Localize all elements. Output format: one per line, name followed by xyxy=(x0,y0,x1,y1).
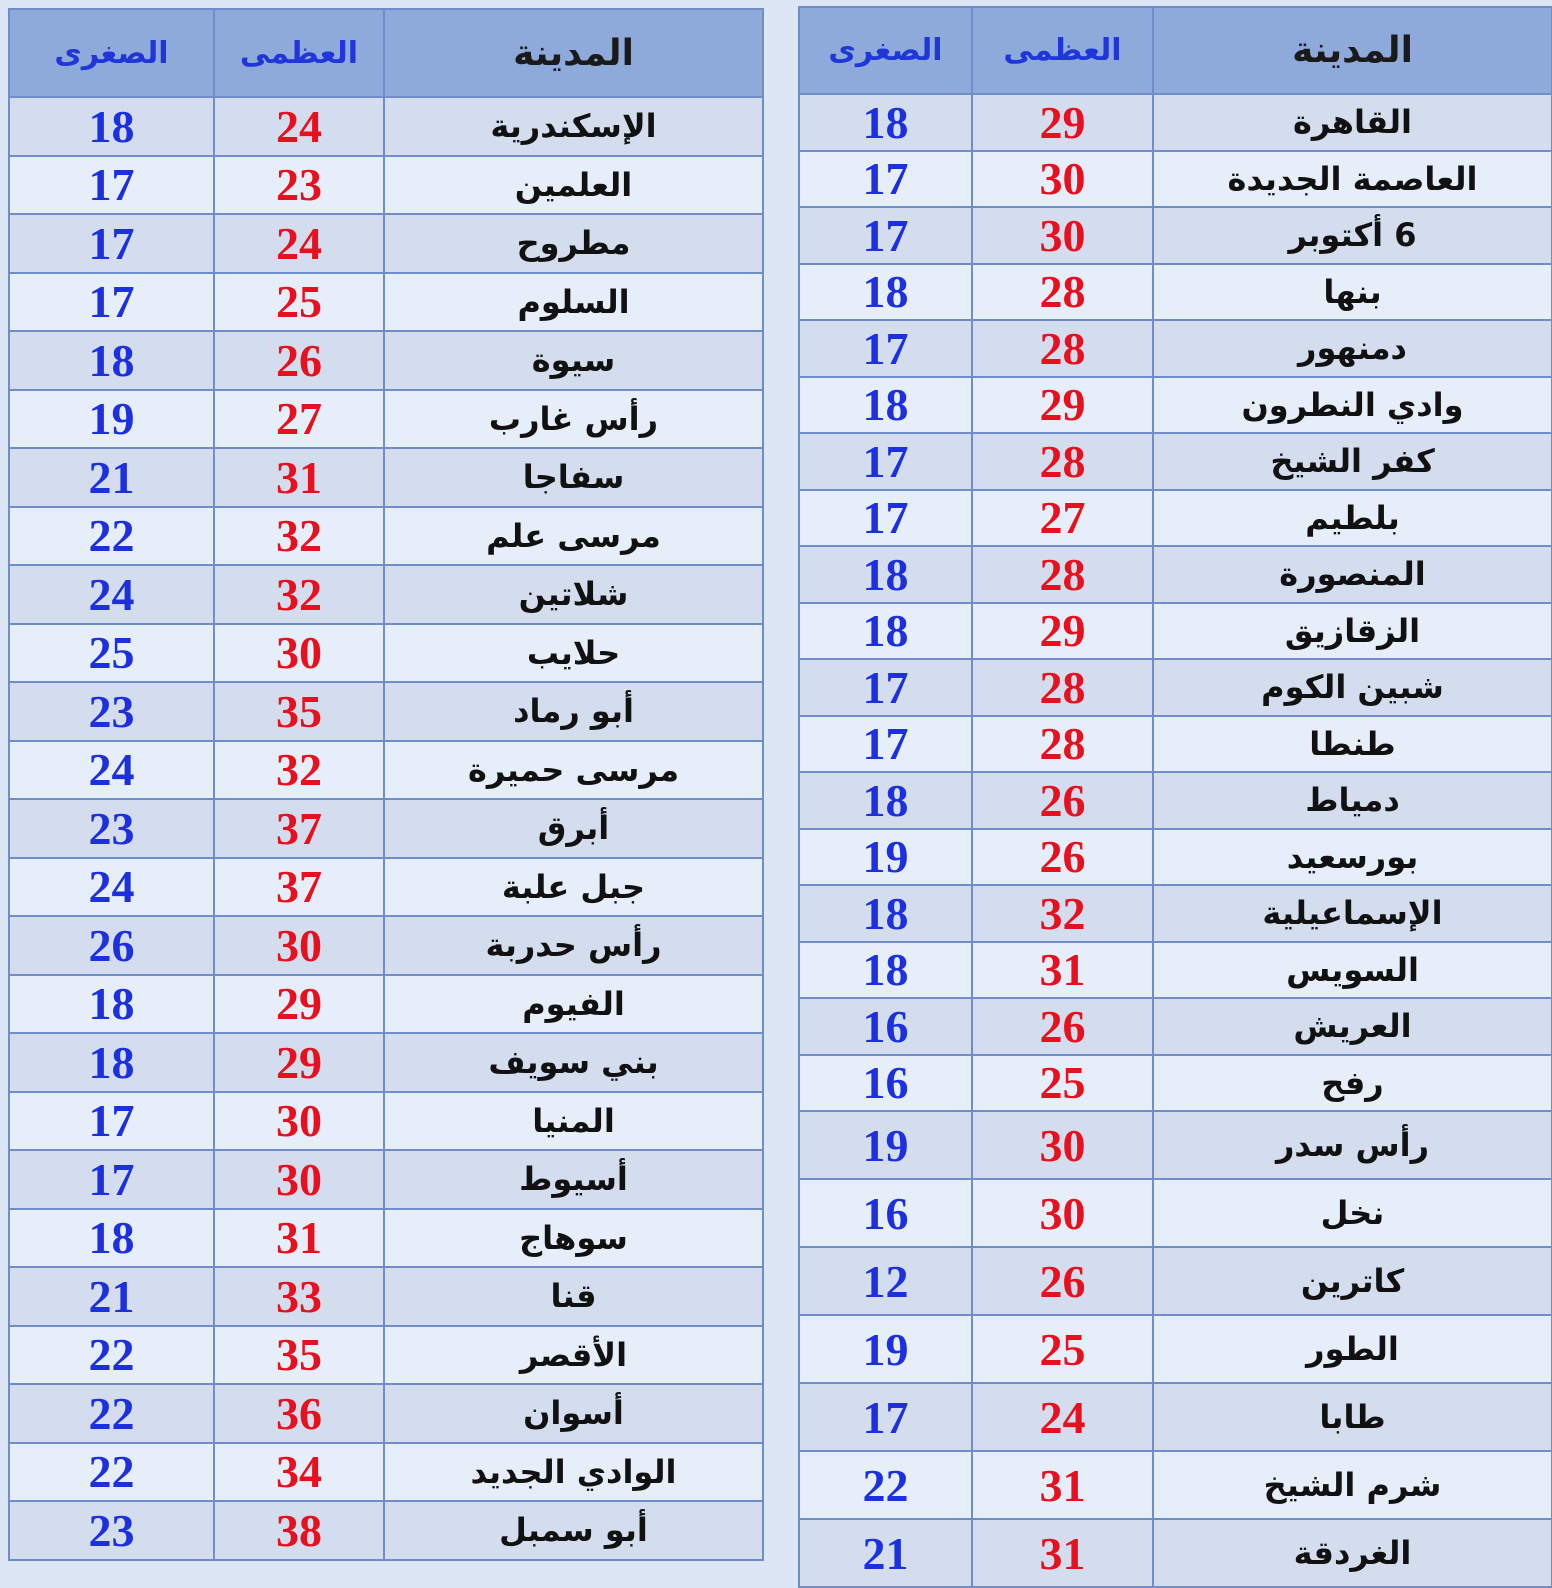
max-temp-cell: 37 xyxy=(214,799,384,858)
min-temp-cell: 17 xyxy=(799,490,972,547)
min-temp-cell: 19 xyxy=(799,1111,972,1179)
min-temp-cell: 24 xyxy=(9,858,214,917)
city-name-cell: سيوة xyxy=(384,331,763,390)
max-temp-cell: 28 xyxy=(972,659,1153,716)
table-row xyxy=(9,1150,763,1209)
table-row xyxy=(799,490,1552,547)
table-row xyxy=(9,448,763,507)
min-temp-cell: 17 xyxy=(9,1092,214,1151)
min-temp-cell: 16 xyxy=(799,1179,972,1247)
city-name-cell: الغردقة xyxy=(1153,1519,1552,1587)
max-temp-cell: 35 xyxy=(214,682,384,741)
table-row xyxy=(9,1092,763,1151)
table-row xyxy=(799,829,1552,886)
city-name-cell: الإسماعيلية xyxy=(1153,885,1552,942)
max-temp-cell: 28 xyxy=(972,320,1153,377)
max-temp-cell: 30 xyxy=(972,1179,1153,1247)
city-name-cell: العريش xyxy=(1153,998,1552,1055)
max-temp-cell: 37 xyxy=(214,858,384,917)
max-temp-cell: 26 xyxy=(972,829,1153,886)
table-row xyxy=(799,377,1552,434)
max-temp-cell: 30 xyxy=(214,1150,384,1209)
min-temp-cell: 19 xyxy=(799,829,972,886)
city-name-cell: رأس سدر xyxy=(1153,1111,1552,1179)
max-temp-cell: 30 xyxy=(972,151,1153,208)
table-row xyxy=(799,998,1552,1055)
min-temp-cell: 17 xyxy=(799,320,972,377)
table-row xyxy=(9,1267,763,1326)
table-row xyxy=(799,1315,1552,1383)
min-temp-cell: 17 xyxy=(9,1150,214,1209)
city-name-cell: طابا xyxy=(1153,1383,1552,1451)
min-temp-cell: 18 xyxy=(799,264,972,321)
min-temp-cell: 18 xyxy=(9,1209,214,1268)
table-row xyxy=(799,433,1552,490)
table-row xyxy=(799,659,1552,716)
max-temp-cell: 32 xyxy=(214,565,384,624)
min-temp-cell: 18 xyxy=(799,603,972,660)
min-temp-cell: 18 xyxy=(799,772,972,829)
city-name-cell: المنصورة xyxy=(1153,546,1552,603)
table-row xyxy=(799,885,1552,942)
table-row xyxy=(799,1519,1552,1587)
max-temp-cell: 32 xyxy=(972,885,1153,942)
city-name-cell: أبو رماد xyxy=(384,682,763,741)
table-row xyxy=(9,565,763,624)
min-temp-cell: 24 xyxy=(9,565,214,624)
city-name-cell: رفح xyxy=(1153,1055,1552,1112)
table-row xyxy=(799,942,1552,999)
city-name-cell: كاترين xyxy=(1153,1247,1552,1315)
min-temp-cell: 16 xyxy=(799,1055,972,1112)
city-name-cell: بني سويف xyxy=(384,1033,763,1092)
table-row xyxy=(9,507,763,566)
city-name-cell: رأس غارب xyxy=(384,390,763,449)
left-temperature-table xyxy=(8,8,764,1561)
max-temp-cell: 26 xyxy=(214,331,384,390)
city-name-cell: نخل xyxy=(1153,1179,1552,1247)
city-name-cell: مطروح xyxy=(384,214,763,273)
min-temp-cell: 12 xyxy=(799,1247,972,1315)
min-temp-cell: 23 xyxy=(9,682,214,741)
max-temp-cell: 33 xyxy=(214,1267,384,1326)
city-name-cell: المنيا xyxy=(384,1092,763,1151)
city-name-cell: دمنهور xyxy=(1153,320,1552,377)
min-temp-cell: 23 xyxy=(9,799,214,858)
table-row xyxy=(9,214,763,273)
min-temp-cell: 17 xyxy=(799,716,972,773)
table-row xyxy=(9,1326,763,1385)
table-row xyxy=(799,1247,1552,1315)
city-name-cell: بنها xyxy=(1153,264,1552,321)
table-row xyxy=(9,624,763,683)
max-temp-cell: 28 xyxy=(972,716,1153,773)
header-max: العظمى xyxy=(972,7,1153,94)
max-temp-cell: 29 xyxy=(214,975,384,1034)
min-temp-cell: 22 xyxy=(9,1443,214,1502)
max-temp-cell: 31 xyxy=(972,942,1153,999)
table-row xyxy=(799,320,1552,377)
table-row xyxy=(9,682,763,741)
city-name-cell: الطور xyxy=(1153,1315,1552,1383)
city-name-cell: مرسى علم xyxy=(384,507,763,566)
table-row xyxy=(9,331,763,390)
max-temp-cell: 23 xyxy=(214,156,384,215)
city-name-cell: العاصمة الجديدة xyxy=(1153,151,1552,208)
min-temp-cell: 19 xyxy=(9,390,214,449)
table-row xyxy=(799,1383,1552,1451)
header-city: المدينة xyxy=(384,9,763,97)
table-row xyxy=(9,741,763,800)
city-name-cell: بورسعيد xyxy=(1153,829,1552,886)
min-temp-cell: 17 xyxy=(799,207,972,264)
city-name-cell: الفيوم xyxy=(384,975,763,1034)
max-temp-cell: 30 xyxy=(214,1092,384,1151)
max-temp-cell: 31 xyxy=(972,1519,1153,1587)
min-temp-cell: 18 xyxy=(799,94,972,151)
min-temp-cell: 17 xyxy=(799,151,972,208)
max-temp-cell: 25 xyxy=(972,1315,1153,1383)
min-temp-cell: 25 xyxy=(9,624,214,683)
max-temp-cell: 30 xyxy=(972,1111,1153,1179)
city-name-cell: دمياط xyxy=(1153,772,1552,829)
max-temp-cell: 28 xyxy=(972,433,1153,490)
max-temp-cell: 32 xyxy=(214,741,384,800)
min-temp-cell: 22 xyxy=(799,1451,972,1519)
max-temp-cell: 28 xyxy=(972,546,1153,603)
max-temp-cell: 30 xyxy=(214,916,384,975)
table-row xyxy=(9,975,763,1034)
max-temp-cell: 24 xyxy=(214,97,384,156)
table-row xyxy=(799,151,1552,208)
min-temp-cell: 18 xyxy=(9,1033,214,1092)
max-temp-cell: 25 xyxy=(214,273,384,332)
max-temp-cell: 29 xyxy=(972,94,1153,151)
table-row xyxy=(9,390,763,449)
max-temp-cell: 29 xyxy=(972,377,1153,434)
table-row xyxy=(9,97,763,156)
min-temp-cell: 19 xyxy=(799,1315,972,1383)
city-name-cell: الوادي الجديد xyxy=(384,1443,763,1502)
city-name-cell: القاهرة xyxy=(1153,94,1552,151)
city-name-cell: بلطيم xyxy=(1153,490,1552,547)
min-temp-cell: 26 xyxy=(9,916,214,975)
city-name-cell: سفاجا xyxy=(384,448,763,507)
city-name-cell: شرم الشيخ xyxy=(1153,1451,1552,1519)
min-temp-cell: 17 xyxy=(9,273,214,332)
table-row xyxy=(799,207,1552,264)
table-row xyxy=(799,772,1552,829)
table-row xyxy=(799,546,1552,603)
table-row xyxy=(9,1033,763,1092)
max-temp-cell: 26 xyxy=(972,998,1153,1055)
max-temp-cell: 32 xyxy=(214,507,384,566)
header-min: الصغرى xyxy=(799,7,972,94)
right-temperature-table xyxy=(798,6,1552,1588)
max-temp-cell: 24 xyxy=(972,1383,1153,1451)
min-temp-cell: 17 xyxy=(799,433,972,490)
city-name-cell: مرسى حميرة xyxy=(384,741,763,800)
city-name-cell: 6 أكتوبر xyxy=(1153,207,1552,264)
max-temp-cell: 26 xyxy=(972,772,1153,829)
min-temp-cell: 24 xyxy=(9,741,214,800)
min-temp-cell: 18 xyxy=(799,885,972,942)
max-temp-cell: 26 xyxy=(972,1247,1153,1315)
min-temp-cell: 22 xyxy=(9,1384,214,1443)
table-row xyxy=(9,1384,763,1443)
city-name-cell: سوهاج xyxy=(384,1209,763,1268)
min-temp-cell: 16 xyxy=(799,998,972,1055)
table-row xyxy=(799,94,1552,151)
max-temp-cell: 31 xyxy=(214,448,384,507)
city-name-cell: أبو سمبل xyxy=(384,1501,763,1560)
max-temp-cell: 36 xyxy=(214,1384,384,1443)
city-name-cell: شلاتين xyxy=(384,565,763,624)
min-temp-cell: 17 xyxy=(799,659,972,716)
city-name-cell: أسوان xyxy=(384,1384,763,1443)
max-temp-cell: 27 xyxy=(214,390,384,449)
min-temp-cell: 18 xyxy=(799,546,972,603)
table-row xyxy=(9,273,763,332)
max-temp-cell: 29 xyxy=(214,1033,384,1092)
max-temp-cell: 24 xyxy=(214,214,384,273)
max-temp-cell: 30 xyxy=(972,207,1153,264)
max-temp-cell: 29 xyxy=(972,603,1153,660)
min-temp-cell: 18 xyxy=(9,975,214,1034)
city-name-cell: قنا xyxy=(384,1267,763,1326)
city-name-cell: أبرق xyxy=(384,799,763,858)
city-name-cell: كفر الشيخ xyxy=(1153,433,1552,490)
city-name-cell: أسيوط xyxy=(384,1150,763,1209)
table-row xyxy=(799,1111,1552,1179)
min-temp-cell: 17 xyxy=(9,214,214,273)
max-temp-cell: 34 xyxy=(214,1443,384,1502)
max-temp-cell: 27 xyxy=(972,490,1153,547)
min-temp-cell: 18 xyxy=(799,377,972,434)
min-temp-cell: 21 xyxy=(9,1267,214,1326)
city-name-cell: السويس xyxy=(1153,942,1552,999)
max-temp-cell: 35 xyxy=(214,1326,384,1385)
min-temp-cell: 21 xyxy=(799,1519,972,1587)
min-temp-cell: 17 xyxy=(799,1383,972,1451)
max-temp-cell: 31 xyxy=(972,1451,1153,1519)
max-temp-cell: 31 xyxy=(214,1209,384,1268)
city-name-cell: شبين الكوم xyxy=(1153,659,1552,716)
table-row xyxy=(799,603,1552,660)
table-row xyxy=(799,716,1552,773)
table-row xyxy=(799,264,1552,321)
city-name-cell: السلوم xyxy=(384,273,763,332)
min-temp-cell: 23 xyxy=(9,1501,214,1560)
city-name-cell: الأقصر xyxy=(384,1326,763,1385)
max-temp-cell: 28 xyxy=(972,264,1153,321)
max-temp-cell: 38 xyxy=(214,1501,384,1560)
table-row xyxy=(9,1209,763,1268)
max-temp-cell: 30 xyxy=(214,624,384,683)
city-name-cell: الزقازيق xyxy=(1153,603,1552,660)
min-temp-cell: 17 xyxy=(9,156,214,215)
city-name-cell: وادي النطرون xyxy=(1153,377,1552,434)
min-temp-cell: 18 xyxy=(9,331,214,390)
min-temp-cell: 18 xyxy=(9,97,214,156)
header-max: العظمى xyxy=(214,9,384,97)
city-name-cell: حلايب xyxy=(384,624,763,683)
table-row xyxy=(799,1451,1552,1519)
city-name-cell: طنطا xyxy=(1153,716,1552,773)
header-min: الصغرى xyxy=(9,9,214,97)
table-row xyxy=(799,1179,1552,1247)
table-row xyxy=(9,799,763,858)
header-city: المدينة xyxy=(1153,7,1552,94)
min-temp-cell: 18 xyxy=(799,942,972,999)
city-name-cell: جبل علبة xyxy=(384,858,763,917)
min-temp-cell: 22 xyxy=(9,1326,214,1385)
table-row xyxy=(9,1501,763,1560)
city-name-cell: الإسكندرية xyxy=(384,97,763,156)
min-temp-cell: 21 xyxy=(9,448,214,507)
table-row xyxy=(9,1443,763,1502)
max-temp-cell: 25 xyxy=(972,1055,1153,1112)
min-temp-cell: 22 xyxy=(9,507,214,566)
table-row xyxy=(9,156,763,215)
table-row xyxy=(799,1055,1552,1112)
city-name-cell: العلمين xyxy=(384,156,763,215)
table-row xyxy=(9,916,763,975)
table-row xyxy=(9,858,763,917)
city-name-cell: رأس حدربة xyxy=(384,916,763,975)
